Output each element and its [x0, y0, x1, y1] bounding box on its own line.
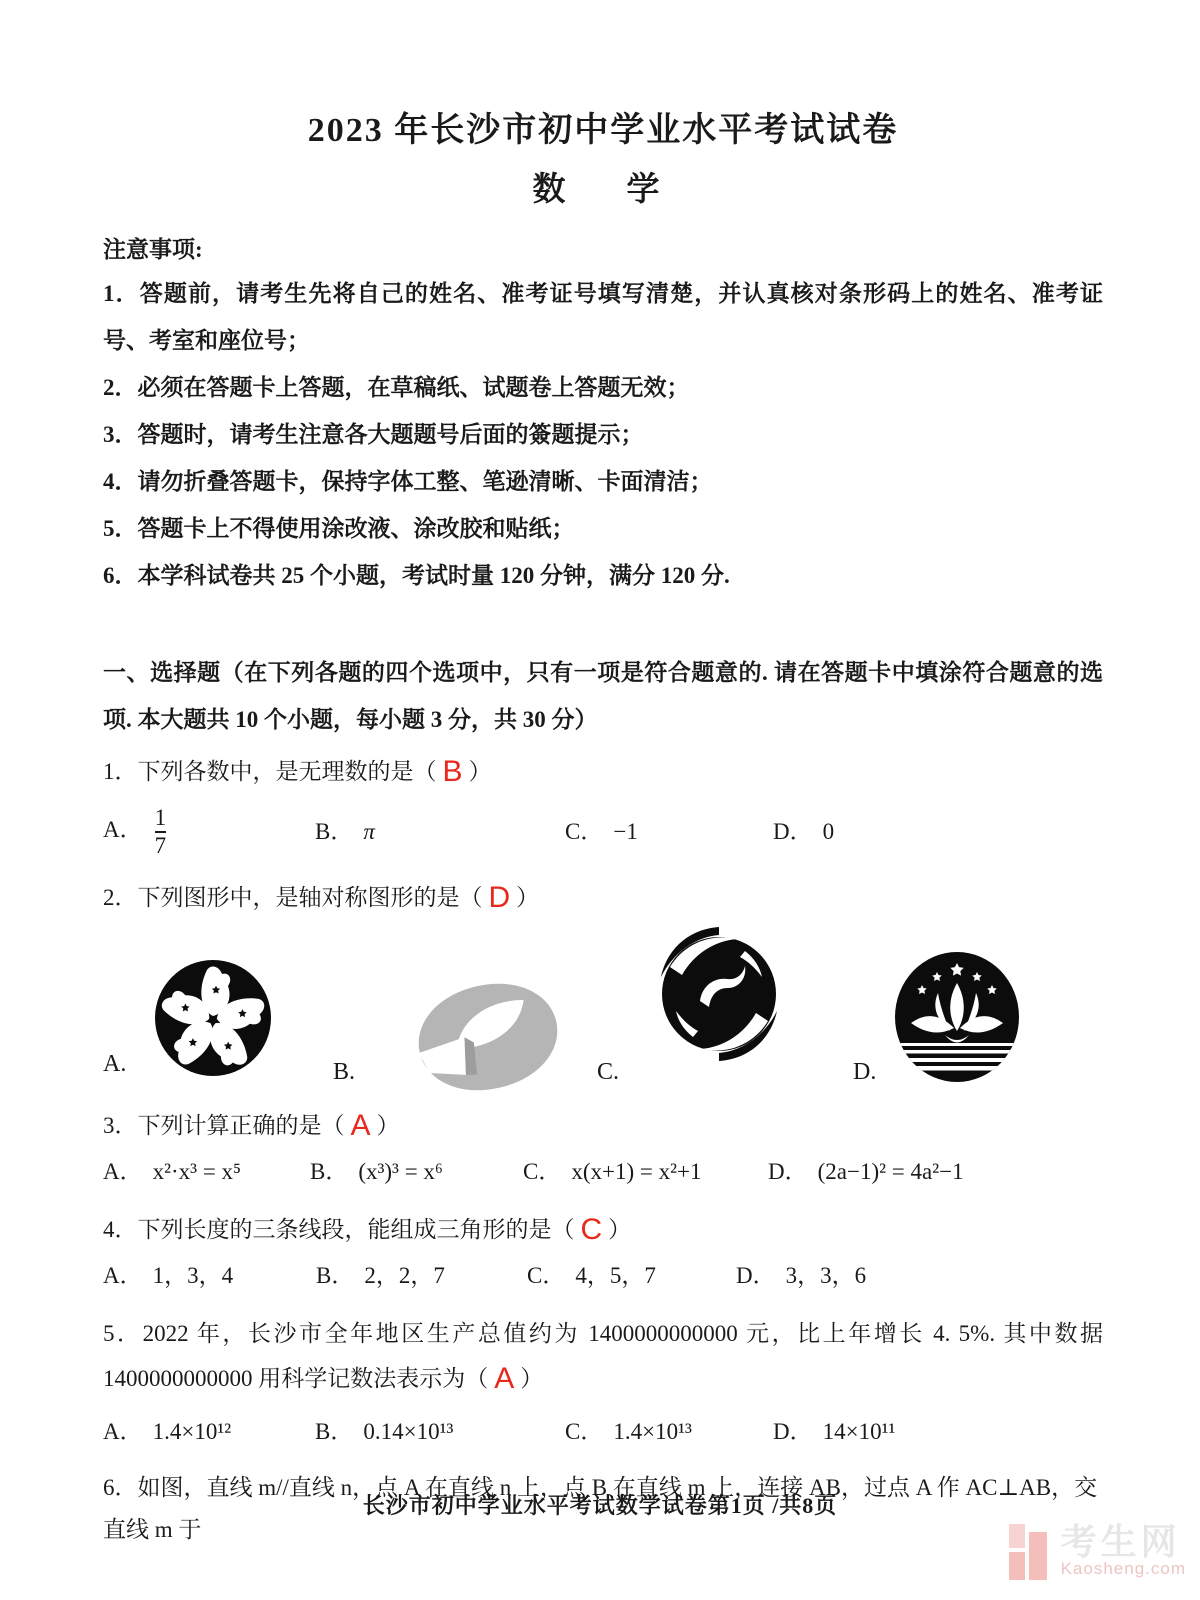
option-d: D． (2a−1)² = 4a²−1	[768, 1159, 964, 1184]
question-1-stem: 1．下列各数中，是无理数的是（ B ）	[103, 755, 492, 788]
image-option-label-b: B.	[333, 1059, 356, 1085]
phoenix-tv-logo-icon	[648, 923, 790, 1065]
question-5-stem: 5．2022 年，长沙市全年地区生产总值约为 1400000000000 元，比上年增长 4. 5%. 其中数据 1400000000000 用科学记数法表示为（ A ）	[103, 1321, 1103, 1395]
notice-heading: 注意事项:	[103, 237, 203, 262]
image-option-label-c: C.	[597, 1059, 620, 1085]
option-b: B． π	[315, 819, 375, 844]
answer-mark-q4: C	[580, 1213, 603, 1246]
option-c: C． 1.4×10¹³	[565, 1419, 692, 1444]
notice-item-4: 4．请勿折叠答题卡，保持字体工整、笔逊清晰、卡面清洁；	[103, 469, 713, 494]
option-d: D． 0	[773, 819, 835, 844]
option-c: C． 4，5，7	[527, 1263, 656, 1288]
option-d: D． 14×10¹¹	[773, 1419, 896, 1444]
question-5-options	[103, 1409, 1103, 1455]
hk-bauhinia-emblem-icon	[153, 957, 273, 1077]
gray-disc-shape-icon	[413, 975, 563, 1097]
question-4-stem: 4．下列长度的三条线段，能组成三角形的是（ C ）	[103, 1213, 632, 1246]
question-1-options	[103, 795, 1103, 869]
question-3-options	[103, 1149, 1103, 1195]
option-a: A． 1，3，4	[103, 1263, 234, 1288]
notice-item-3: 3．答题时，请考生注意各大题题号后面的簽题提示；	[103, 422, 644, 447]
page-title: 2023 年长沙市初中学业水平考试试卷	[307, 112, 899, 149]
question-3-stem: 3．下列计算正确的是（ A ）	[103, 1109, 400, 1142]
answer-mark-q5: A	[494, 1362, 515, 1395]
page-footer: 长沙市初中学业水平考试数学试卷第1页 /共8页	[362, 1493, 838, 1518]
question-2-stem: 2．下列图形中，是轴对称图形的是（ D ）	[103, 881, 540, 914]
subject-title: 数 学	[532, 172, 674, 208]
answer-mark-q1: B	[442, 755, 463, 788]
option-a: A． $\frac{1}{7}$	[103, 804, 167, 858]
option-b: B． 0.14×10¹³	[315, 1419, 454, 1444]
watermark-url: Kaosheng.com	[1060, 1559, 1186, 1578]
watermark-brand: 考生网	[1060, 1522, 1181, 1562]
macau-lotus-emblem-icon	[893, 951, 1023, 1085]
option-b: B． 2，2，7	[316, 1263, 445, 1288]
image-option-label-d: D.	[853, 1059, 877, 1085]
notice-item-5: 5．答题卡上不得使用涂改液、涂改胶和贴纸；	[103, 516, 575, 541]
notice-item-1: 1．答题前，请考生先将自己的姓名、准考证号填写清楚，并认真核对条形码上的姓名、准考证号、考室和座位号；	[103, 281, 1103, 353]
kaosheng-watermark	[1009, 1524, 1186, 1580]
question-4-options	[103, 1253, 1103, 1299]
option-b: B． (x³)³ = x⁶	[310, 1159, 443, 1184]
option-c: C． x(x+1) = x²+1	[523, 1159, 702, 1184]
question-6-stem: 6．如图，直线 m//直线 n，点 A 在直线 n 上，点 B 在直线 m 上，连接 AB，过点 A 作 AC⊥AB，交直线 m 于	[103, 1475, 1098, 1542]
option-a: A． 1.4×10¹²	[103, 1419, 232, 1444]
kaosheng-logo-icon	[1009, 1524, 1051, 1580]
notice-item-6: 6．本学科试卷共 25 个小题，考试时量 120 分钟，满分 120 分.	[103, 563, 730, 588]
option-c: C． −1	[565, 819, 638, 844]
answer-mark-q2: D	[488, 881, 511, 914]
fraction-one-seventh: $\frac{1}{7}$	[154, 804, 167, 858]
option-a: A． x²·x³ = x⁵	[103, 1159, 242, 1184]
notice-item-2: 2．必须在答题卡上答题，在草稿纸、试题卷上答题无效；	[103, 375, 690, 400]
answer-mark-q3: A	[350, 1109, 371, 1142]
question-2-image-options	[103, 923, 1103, 1097]
section-1-heading: 一、选择题（在下列各题的四个选项中，只有一项是符合题意的. 请在答题卡中填涂符合题意的选项. 本大题共 10 个小题，每小题 3 分，共 30 分）	[103, 660, 1103, 732]
option-d: D． 3，3，6	[736, 1263, 867, 1288]
exam-page	[0, 18, 1200, 1551]
image-option-label-a: A.	[103, 1051, 127, 1077]
